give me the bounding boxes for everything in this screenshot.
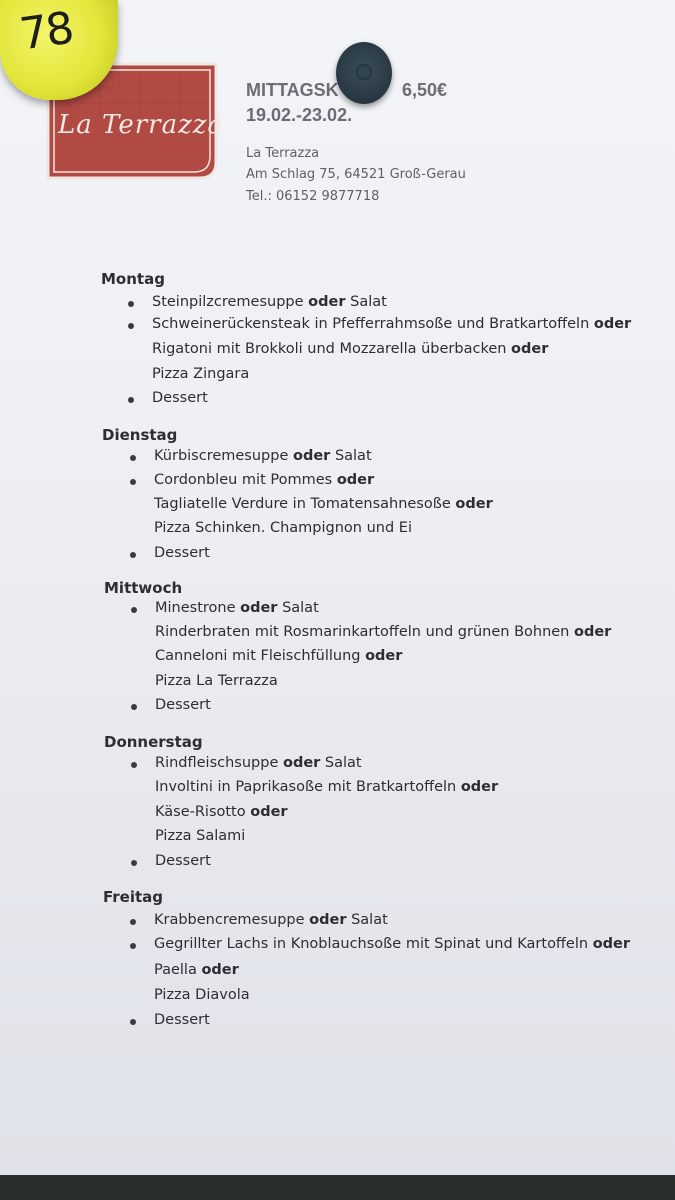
menu-item-text: Pizza La Terrazza bbox=[155, 673, 278, 689]
menu-item-text: Paella bbox=[154, 962, 197, 978]
restaurant-street: Am Schlag 75, 64521 Groß-Gerau bbox=[246, 167, 466, 182]
day-heading: Dienstag bbox=[102, 426, 178, 444]
menu-item-text: Involtini in Paprikasoße mit Bratkartoffeln bbox=[155, 779, 457, 795]
menu-item-text: Dessert bbox=[154, 1012, 210, 1028]
menu-item bbox=[155, 828, 245, 844]
menu-item bbox=[155, 673, 278, 689]
menu-item-alternative: Salat bbox=[334, 448, 372, 464]
list-bullet bbox=[130, 943, 136, 949]
menu-item bbox=[155, 755, 362, 771]
oder-connector: oder bbox=[309, 912, 347, 928]
menu-item-text: Kürbiscremesuppe bbox=[154, 448, 289, 464]
list-bullet bbox=[130, 479, 136, 485]
oder-connector: oder bbox=[201, 962, 239, 978]
oder-connector: oder bbox=[250, 804, 288, 820]
menu-item bbox=[155, 648, 402, 664]
pin-magnet bbox=[336, 42, 392, 104]
pin-magnet-center bbox=[356, 64, 372, 80]
menu-item bbox=[152, 366, 249, 382]
menu-item-text: Pizza Diavola bbox=[154, 987, 250, 1003]
list-bullet bbox=[130, 455, 136, 461]
menu-item-text: Steinpilzcremesuppe bbox=[152, 294, 304, 310]
list-bullet bbox=[128, 323, 134, 329]
list-bullet bbox=[131, 860, 137, 866]
menu-item bbox=[154, 936, 630, 952]
menu-item-text: Rinderbraten mit Rosmarinkartoffeln und grünen Bohnen bbox=[155, 624, 570, 640]
menu-item bbox=[154, 912, 388, 928]
menu-item bbox=[155, 600, 319, 616]
menu-item-text: Cordonbleu mit Pommes bbox=[154, 472, 333, 488]
menu-title: MITTAGSK bbox=[246, 80, 339, 100]
oder-connector: oder bbox=[511, 341, 549, 357]
menu-item bbox=[152, 316, 631, 332]
menu-dates: 19.02.-23.02. bbox=[246, 105, 353, 125]
menu-item bbox=[154, 1012, 210, 1028]
day-heading: Freitag bbox=[103, 888, 164, 906]
list-bullet bbox=[130, 552, 136, 558]
menu-item bbox=[155, 779, 498, 795]
oder-connector: oder bbox=[574, 624, 612, 640]
menu-price: 6,50€ bbox=[402, 80, 448, 100]
list-bullet bbox=[131, 607, 137, 613]
restaurant-phone: Tel.: 06152 9877718 bbox=[246, 189, 380, 204]
menu-item-text: Rindfleischsuppe bbox=[155, 755, 279, 771]
menu-item-text: Dessert bbox=[152, 390, 208, 406]
restaurant-name: La Terrazza bbox=[246, 146, 320, 161]
menu-item bbox=[154, 472, 374, 488]
day-heading: Mittwoch bbox=[104, 579, 183, 597]
menu-item bbox=[154, 545, 210, 561]
day-heading: Montag bbox=[101, 270, 165, 288]
menu-item bbox=[154, 448, 372, 464]
menu-item-text: Krabbencremesuppe bbox=[154, 912, 305, 928]
list-bullet bbox=[130, 1019, 136, 1025]
oder-connector: oder bbox=[240, 600, 278, 616]
oder-connector: oder bbox=[365, 648, 403, 664]
menu-item-alternative: Salat bbox=[324, 755, 362, 771]
oder-connector: oder bbox=[282, 755, 321, 771]
menu-item-text: Gegrillter Lachs in Knoblauchsoße mit Spinat und Kartoffeln bbox=[154, 936, 589, 952]
menu-item-text: Pizza Salami bbox=[155, 828, 246, 844]
oder-connector: oder bbox=[293, 448, 331, 464]
menu-item bbox=[154, 987, 250, 1003]
menu-item bbox=[152, 390, 208, 406]
menu-item-text: Canneloni mit Fleischfüllung bbox=[155, 648, 361, 664]
list-bullet bbox=[131, 704, 137, 710]
menu-item-text: Minestrone bbox=[155, 600, 236, 616]
menu-item-text: Rigatoni mit Brokkoli und Mozzarella überbacken bbox=[152, 341, 507, 357]
oder-connector: oder bbox=[308, 294, 346, 310]
menu-item-text: Dessert bbox=[155, 853, 211, 869]
menu-item bbox=[152, 294, 387, 310]
oder-connector: oder bbox=[593, 316, 632, 332]
oder-connector: oder bbox=[455, 496, 493, 512]
menu-item bbox=[152, 341, 548, 357]
menu-item-text: Dessert bbox=[155, 697, 211, 713]
menu-item bbox=[155, 853, 211, 869]
menu-item-text: Tagliatelle Verdure in Tomatensahnesoße bbox=[154, 496, 451, 512]
menu-item bbox=[155, 624, 611, 640]
list-bullet bbox=[130, 919, 136, 925]
menu-item-text: Dessert bbox=[154, 545, 210, 561]
magnet-number: 78 bbox=[16, 2, 76, 61]
list-bullet bbox=[128, 301, 134, 307]
menu-item bbox=[154, 962, 239, 978]
menu-item bbox=[154, 520, 412, 536]
menu-item-alternative: Salat bbox=[282, 600, 319, 616]
oder-connector: oder bbox=[592, 936, 631, 952]
menu-item-alternative: Salat bbox=[350, 294, 387, 310]
list-bullet bbox=[128, 397, 134, 403]
background-strip bbox=[0, 1175, 675, 1200]
menu-item-text: Käse-Risotto bbox=[155, 804, 246, 820]
menu-item bbox=[154, 496, 493, 512]
menu-item bbox=[155, 804, 288, 820]
oder-connector: oder bbox=[336, 472, 375, 488]
menu-item-alternative: Salat bbox=[351, 912, 388, 928]
oder-connector: oder bbox=[460, 779, 499, 795]
menu-item-text: Schweinerückensteak in Pfefferrahmsoße und Bratkartoffeln bbox=[152, 316, 590, 332]
day-heading: Donnerstag bbox=[104, 733, 203, 751]
menu-item-text: Pizza Zingara bbox=[152, 366, 250, 382]
menu-item bbox=[155, 697, 211, 713]
list-bullet bbox=[131, 762, 137, 768]
menu-item-text: Pizza Schinken. Champignon und Ei bbox=[154, 520, 412, 536]
logo-text: La Terrazza bbox=[58, 110, 224, 140]
